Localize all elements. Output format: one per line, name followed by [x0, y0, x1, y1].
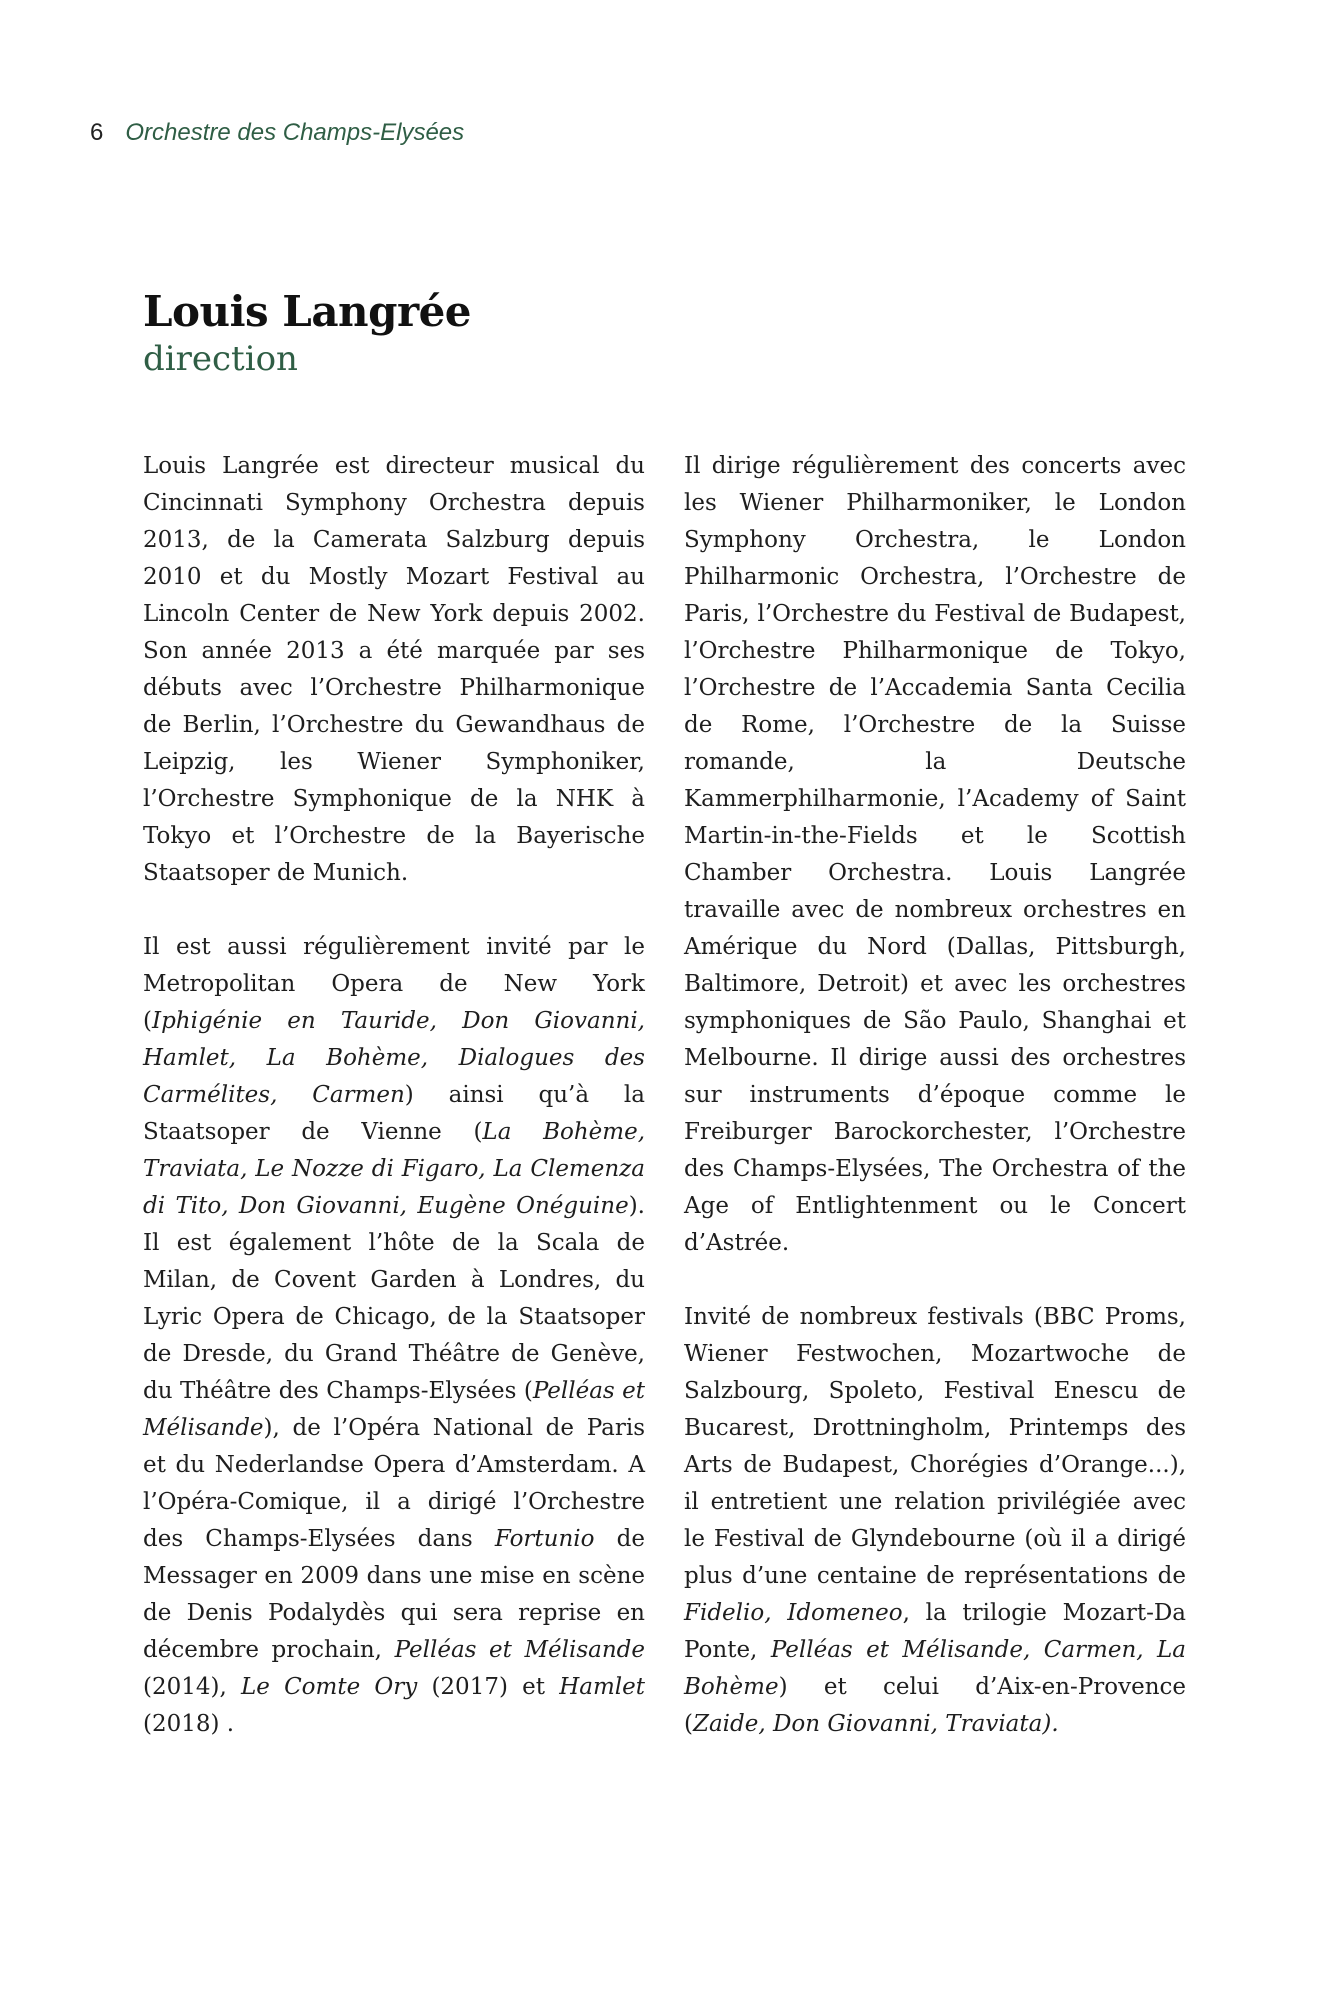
text-run: (2018) . [143, 1711, 235, 1737]
italic-title-run: Hamlet [559, 1674, 645, 1700]
page-number: 6 [90, 119, 104, 146]
text-run: de Messager en 2009 dans une mise en scène de Denis Podalydès qui sera reprise en décembre prochain, [143, 1526, 645, 1663]
italic-title-run: Pelléas et Mélisande [143, 1378, 646, 1441]
italic-title-run: Le Comte Ory [241, 1674, 418, 1700]
left-paragraph-2 [143, 929, 645, 1743]
italic-title-run: Zaide, Don Giovanni, Traviata). [692, 1711, 1059, 1737]
article-heading [143, 286, 471, 380]
italic-title-run: Iphigénie en Tauride, Don Giovanni, Hamlet, La Bohème, Dialogues des Carmélites, Carmen [143, 1008, 645, 1108]
page-subtitle: direction [143, 339, 298, 379]
text-run: (2017) et [417, 1674, 560, 1700]
text-run: ) et celui d’Aix-en-Provence ( [684, 1674, 1186, 1737]
left-paragraph-1: Louis Langrée est directeur musical du Cincinnati Symphony Orchestra depuis 2013, de la Camerata Salzburg depuis 2010 et du Mostly Mozart Festival au Lincoln Center de New York depuis 2002. Son année 2013 a été marquée par ses débuts avec l’Orchestre Philharmonique de Berlin, l’Orchestre du Gewandhaus de Leipzig, les Wiener Symphoniker, l’Orchestre Symphonique de la NHK à Tokyo et l’Orchestre de la Bayerische Staatsoper de Munich. [143, 453, 645, 886]
italic-title-run: Fidelio, Idomeneo [684, 1600, 903, 1626]
text-run: Invité de nombreux festivals (BBC Proms, Wiener Festwochen, Mozartwoche de Salzbourg, Spoleto, Festival Enescu de Bucarest, Drottningholm, Printemps des Arts de Budapest, Chorégies d’Orange...), il entretient une relation privilégiée avec le Festival de Glyndebourne (où il a dirigé plus d’une centaine de représentations de [684, 1304, 1186, 1589]
italic-title-run: Fortunio [494, 1526, 595, 1552]
text-run: Il est aussi régulièrement invité par le Metropolitan Opera de New York ( [143, 934, 645, 1034]
text-run: ), de l’Opéra National de Paris et du Nederlandse Opera d’Amsterdam. A l’Opéra-Comique, il a dirigé l’Orchestre des Champs-Elysées dans [143, 1415, 645, 1552]
text-run: , la trilogie Mozart-Da Ponte, [684, 1600, 1186, 1663]
text-run: ). Il est également l’hôte de la Scala de Milan, de Covent Garden à Londres, du Lyric Opera de Chicago, de la Staatsoper de Dresde, du Grand Théâtre de Genève, du Théâtre des Champs-Elysées ( [143, 1193, 645, 1404]
right-paragraph-1: Il dirige régulièrement des concerts avec les Wiener Philharmoniker, le London Symphony Orchestra, le London Philharmonic Orchestra, l’Orchestre de Paris, l’Orchestre du Festival de Budapest, l’Orchestre Philharmonique de Tokyo, l’Orchestre de l’Accademia Santa Cecilia de Rome, l’Orchestre de la Suisse romande, la Deutsche Kammerphilharmonie, l’Academy of Saint Martin-in-the-Fields et le Scottish Chamber Orchestra. Louis Langrée travaille avec de nombreux orchestres en Amérique du Nord (Dallas, Pittsburgh, Baltimore, Detroit) et avec les orchestres symphoniques de São Paulo, Shanghai et Melbourne. Il dirige aussi des orchestres sur instruments d’époque comme le Freiburger Barockorchester, l’Orchestre des Champs-Elysées, The Orchestra of the Age of Entlightenment ou le Concert d’Astrée. [684, 453, 1186, 1256]
right-paragraph-2 [684, 1299, 1186, 1743]
text-run: (2014), [143, 1674, 241, 1700]
page-title: Louis Langrée [143, 287, 472, 336]
italic-title-run: Pelléas et Mélisande [394, 1637, 646, 1663]
text-run: ) ainsi qu’à la Staatsoper de Vienne ( [143, 1082, 645, 1145]
italic-title-run: La Bohème, Traviata, Le Nozze di Figaro, La Clemenza di Tito, Don Giovanni, Eugène Onéguine [143, 1119, 645, 1219]
running-title: Orchestre des Champs-Elysées [125, 119, 465, 146]
italic-title-run: Pelléas et Mélisande, Carmen, La Bohème [684, 1637, 1186, 1700]
left-column [143, 448, 645, 1743]
running-header [90, 118, 464, 148]
right-column [684, 448, 1186, 1743]
